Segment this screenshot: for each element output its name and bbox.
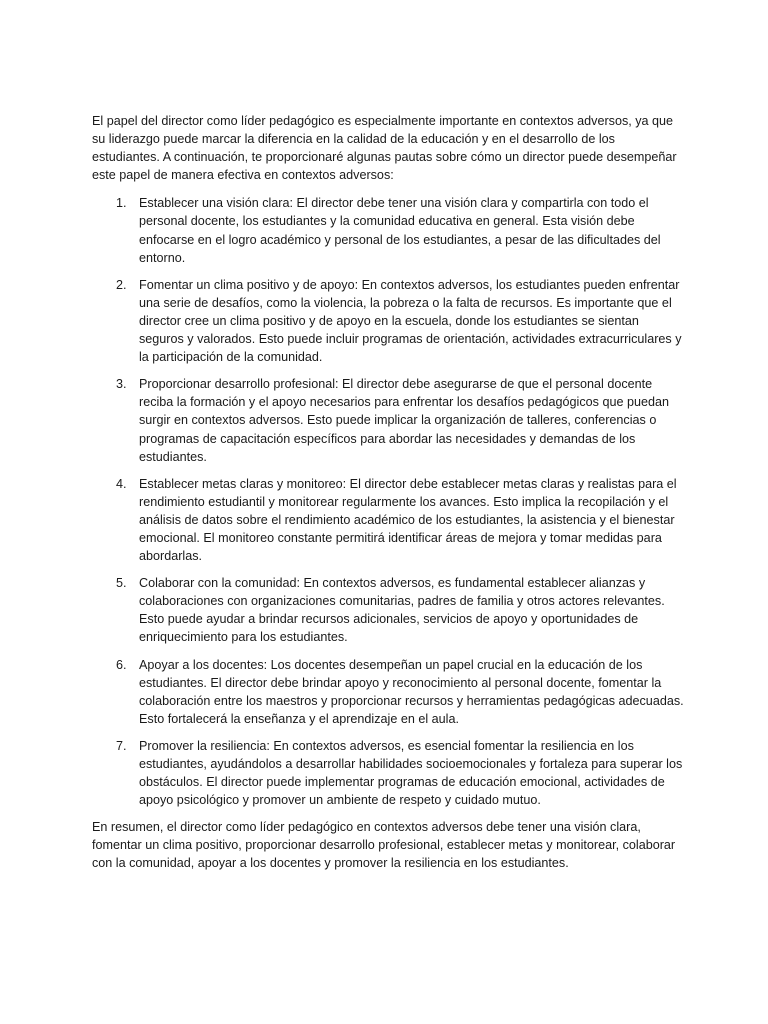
list-item-number: 5. — [116, 576, 127, 591]
list-item-number: 1. — [116, 196, 127, 211]
conclusion-paragraph: En resumen, el director como líder pedagógico en contextos adversos debe tener una visión clara, fomentar un clima positivo, proporcionar desarrollo profesional, establecer metas y monitorear, colaborar con la comunidad, apoyar a los docentes y promover la resiliencia en los estudiantes. — [92, 820, 676, 871]
list-item — [92, 737, 684, 809]
list-item — [92, 656, 684, 728]
list-item-text: Promover la resiliencia: En contextos adversos, es esencial fomentar la resiliencia en los estudiantes, ayudándolos a desarrollar habilidades socioemocionales y fortaleza para superar los obstáculos. El director puede implementar programas de educación emocional, actividades de apoyo psicológico y promover un ambiente de respeto y cuidado mutuo. — [139, 738, 683, 808]
list-item-text: Apoyar a los docentes: Los docentes desempeñan un papel crucial en la educación de los estudiantes. El director debe brindar apoyo y reconocimiento al personal docente, fomentar la colaboración entre los maestros y proporcionar recursos y herramientas pedagógicas adecuadas. Esto fortalecerá la enseñanza y el aprendizaje en el aula. — [139, 657, 684, 726]
list-item-text: Establecer metas claras y monitoreo: El director debe establecer metas claras y realistas para el rendimiento estudiantil y monitorear regularmente los avances. Esto implica la recopilación y el análisis de datos sobre el rendimiento académico de los estudiantes, la asistencia y el bienestar emocional. El monitoreo constante permitirá identificar áreas de mejora y tomar medidas para abordarlas. — [139, 476, 677, 564]
list-item-text: Colaborar con la comunidad: En contextos adversos, es fundamental establecer alianzas y colaboraciones con organizaciones comunitarias, padres de familia y otros actores relevantes. Esto puede ayudar a brindar recursos adicionales, servicios de apoyo y oportunidades de enriquecimiento para los estudiantes. — [139, 576, 665, 645]
list-item — [92, 194, 684, 266]
list-item — [92, 276, 684, 366]
document-page — [92, 112, 684, 873]
list-item-number: 2. — [116, 277, 127, 292]
list-item — [92, 375, 684, 465]
intro-paragraph: El papel del director como líder pedagógico es especialmente importante en contextos adversos, ya que su liderazgo puede marcar la diferencia en la calidad de la educación y en el desarrollo de los estudiantes. A continuación, te proporcionaré algunas pautas sobre cómo un director puede desempeñar este papel de manera efectiva en contextos adversos: — [92, 114, 677, 183]
guidelines-list — [92, 194, 684, 809]
list-item-number: 6. — [116, 657, 127, 672]
list-item — [92, 574, 684, 646]
list-item-number: 4. — [116, 476, 127, 491]
list-item-text: Establecer una visión clara: El director debe tener una visión clara y compartirla con todo el personal docente, los estudiantes y la comunidad educativa en general. Esta visión debe enfocarse en el logro académico y personal de los estudiantes, a pesar de las dificultades del entorno. — [139, 196, 661, 265]
list-item-number: 7. — [116, 738, 127, 753]
list-item — [92, 475, 684, 565]
list-item-number: 3. — [116, 377, 127, 392]
list-item-text: Proporcionar desarrollo profesional: El director debe asegurarse de que el personal docente reciba la formación y el apoyo necesarios para enfrentar los desafíos pedagógicos que puedan surgir en contextos adversos. Esto puede implicar la organización de talleres, conferencias o programas de capacitación específicos para abordar las necesidades y demandas de los estudiantes. — [139, 377, 669, 464]
list-item-text: Fomentar un clima positivo y de apoyo: En contextos adversos, los estudiantes pueden enfrentar una serie de desafíos, como la violencia, la pobreza o la falta de recursos. Es importante que el director cree un clima positivo y de apoyo en la escuela, donde los estudiantes se sientan seguros y valorados. Esto puede incluir programas de orientación, actividades extracurriculares y la participación de la comunidad. — [139, 277, 682, 365]
